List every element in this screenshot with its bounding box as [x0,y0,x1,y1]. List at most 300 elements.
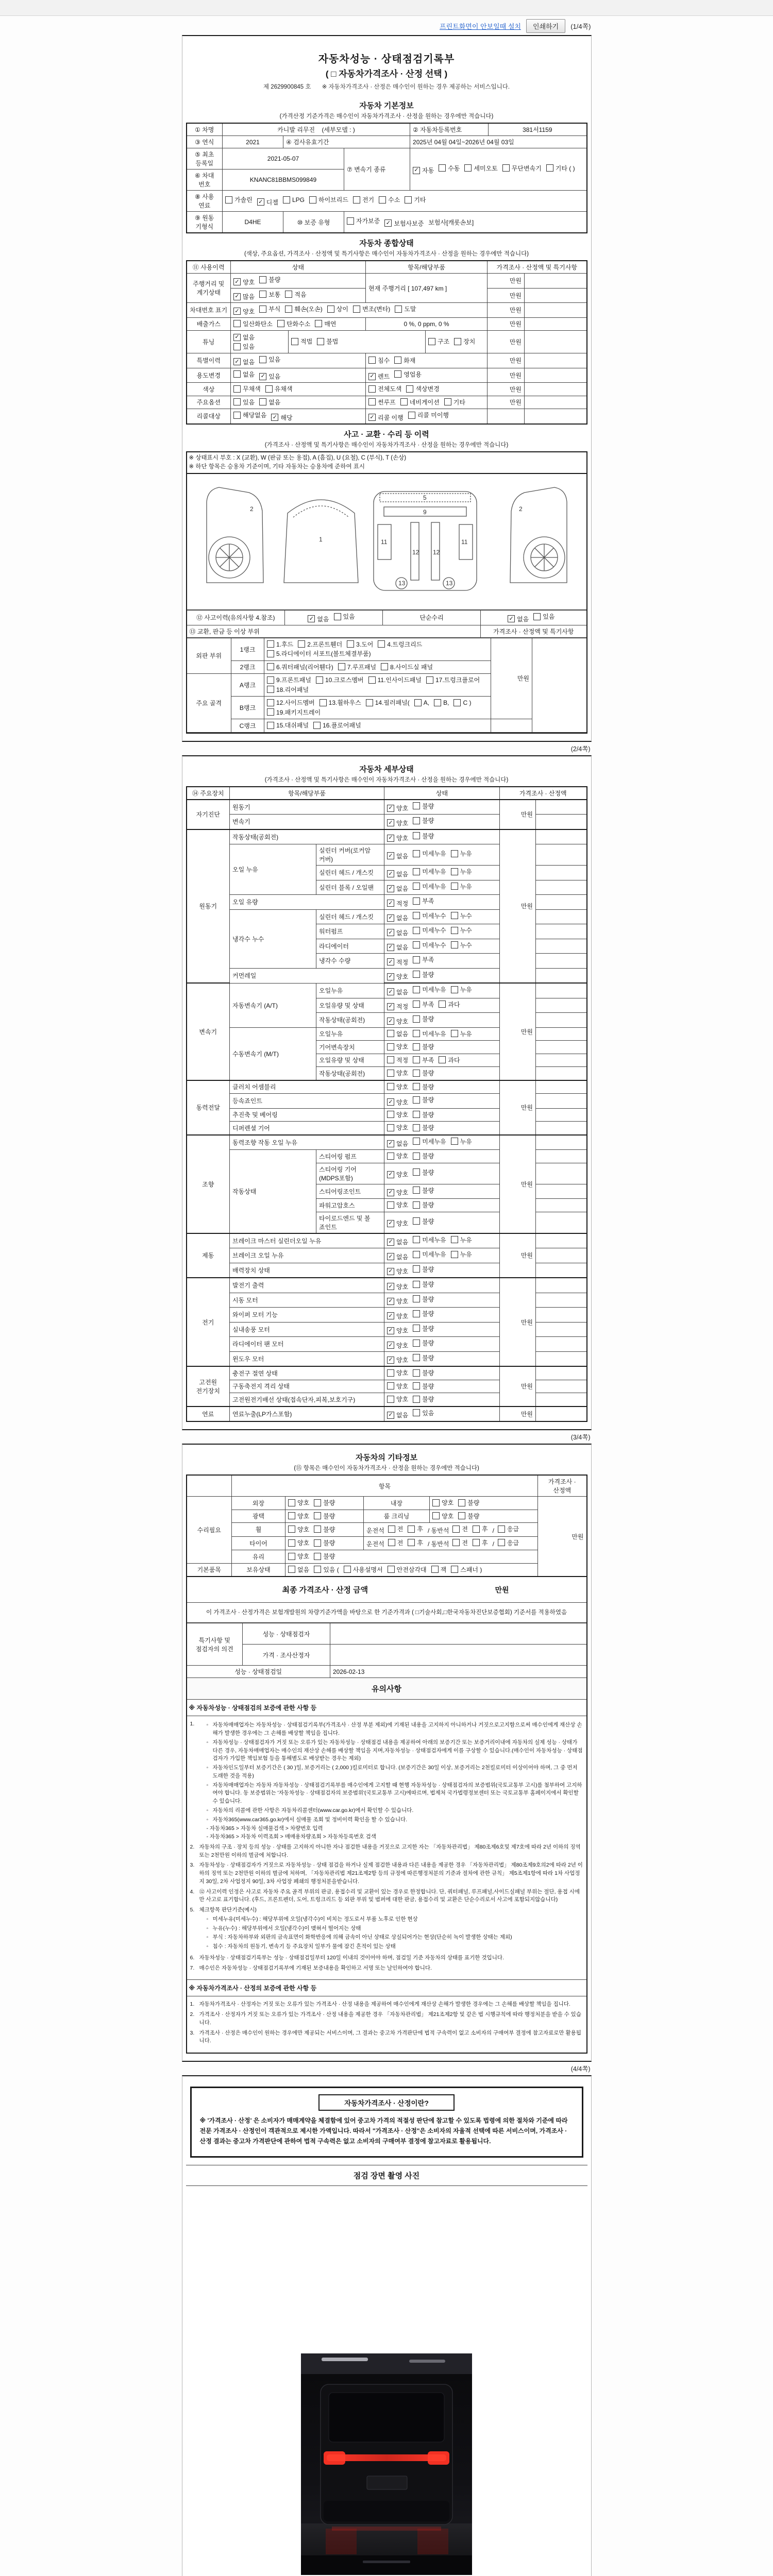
notice-item: 2. 가격조사 · 산정자가 거짓 또는 오류가 있는 가격조사 · 산정 내용을 제공한 경우 「자동차관리법」 제21조제2항 및 같은 법 시행규칙에 따라 행정처분을 받을 수 있습니다. [190,2011,581,2026]
checkbox-icon [431,1566,439,1573]
checkbox-option: ✓ 보험사보증 [384,219,424,228]
checkbox-icon [387,1153,394,1160]
checkbox-option: 전 [452,1538,468,1547]
device-group-label: 연료 [187,1406,230,1422]
checkbox-icon [413,1056,420,1063]
device-subgroup-label: 자동변속기 (A/T) [230,983,316,1027]
svg-text:13: 13 [445,580,452,587]
option-text: / 동반석 [427,1527,449,1534]
checkbox-icon [233,385,241,393]
checkbox-option: 불량 [413,1338,434,1347]
checkbox-option: ✓ 양호 [387,1312,408,1320]
device-state-options [384,1337,500,1352]
checkbox-option: ✓ 없음 [387,913,408,922]
checkbox-icon [259,398,266,405]
checkbox-icon [267,640,274,648]
checkbox-option: 스패너 ) [451,1565,482,1574]
checkbox-icon [283,196,290,204]
device-item-label: 고전원전기배선 상태(접속단자,피복,보호기구) [230,1393,384,1406]
checkbox-option: 적법 [291,337,312,346]
checkbox-icon [368,676,376,684]
checkbox-option: 불량 [413,802,434,810]
checkbox-icon [378,640,385,648]
appraiser-row-label: 가격 · 조사산정자 [243,1645,330,1666]
checkbox-option: 불량 [458,1512,479,1520]
device-state-options [384,866,500,880]
detail-price-cell: 만원 [500,800,536,829]
checkbox-option: 불량 [413,1280,434,1289]
device-item-label: 라디에이터 팬 모터 [230,1337,384,1352]
checkbox-icon [313,722,321,729]
install-print-link[interactable]: 프린트화면이 안보일때 설치 [440,23,521,30]
rank2-label: 2랭크 [231,660,264,674]
checkbox-option: 9.프론트패널 [267,675,311,684]
checkbox-icon [259,356,266,363]
label-engine-type: ⑨ 원동 기형식 [187,212,223,233]
checkbox-option: 불량 [413,970,434,979]
device-item-label: 오일유량 및 상태 [316,1054,384,1067]
checkbox-option: 매연 [315,319,336,328]
checkbox-icon [413,850,420,857]
row-option-label: 주요옵션 [187,396,231,409]
checkbox-option: 누유 [451,985,472,994]
device-item-label: 와이퍼 모터 기능 [230,1308,384,1323]
top-strip [0,0,773,16]
detail-memo-cell [536,968,587,983]
mileage-state-options [231,274,366,289]
checkbox-option: 미세누유 [413,1235,446,1244]
checkbox-option: ✓ 많음 [233,292,255,301]
option-text: 운전석 [366,1527,384,1534]
checkbox-icon [413,941,420,948]
transmission-options [410,148,587,191]
memo-cell [525,317,587,331]
checkbox-option: 양호 [387,1200,408,1209]
option-text: / [492,1527,494,1534]
checkbox-option: 12.사이드멤버 [267,698,315,707]
checkbox-option: 전기 [353,195,374,204]
checkbox-option: 불량 [413,1395,434,1403]
device-state-options [384,829,500,844]
opinion-label: 특기사항 및 점검자의 의견 [187,1623,243,1666]
notice-item: 7. 매수인은 자동차성능 · 상태점검기록부에 기재된 보증내용을 확인하고 서명 또는 날인하여야 합니다. [190,1964,432,1971]
notice-body-1 [187,1716,586,1979]
checkbox-icon [394,370,401,378]
checkbox-option: 미세누유 [413,867,446,876]
checkbox-option: 후 [408,1538,423,1547]
svg-text:5: 5 [423,494,427,501]
detail-memo-cell [536,866,587,880]
device-group-label: 고전원 전기장치 [187,1366,230,1406]
checkbox-icon [458,1512,465,1519]
value-model-year: 2021 [223,136,283,148]
detail-memo-cell [536,1393,587,1406]
checkbox-icon [451,1236,458,1243]
checkbox-option: 불량 [413,1200,434,1209]
notice-item: 1. ◦ 자동차매매업자는 자동차성능 · 상태점검기록부(가격조사 · 산정 부분 제외)에 기재된 내용을 고지하지 아니하거나 거짓으로고지함으로써 매수인에게 재산상 손해가 발생한 경우에는 그 손해를 배상할 책임을 집니다. ◦ 자동차성능 · 상태점검자가 거짓 또는 오류가 있는 자동차성능 · 상태점검 내용을 제공하여 아래의 보증기간 또는 보증거리이내에 자동차의 실제 성능 · 상태가 다른 경우, 자동차매매업자는 매수인의 재산상 손해를 배상할 책임을 지며,자동차성능 · 상태점검자에게 이를 구상할 수 있습니다.(매수인이 자동차성능 · 상태점검자가 가입한 책임보험 등을 통해별도로 배상받는 경우는 제외) ◦ 자동차인도일부터 보증기간은 ( 30 )일, 보증거리는 ( 2,000 )킬로미터로 합니다. (보증기간은 30일 이상, 보증거리는 2천킬로미터 이상이어야 하며, 그 중 먼저 도래한 것을 적용) ◦ 자동차매매업자는 자동차 자동차성능 · 상태점검기록부를 매수인에게 고지할 때 현행 자동차성능 · 상태점검자의 보증범위(국토교통부 고시)를 첨부하여 고지하여야 합니다. 동 보증범위는 '자동차성능 · 상태점검자의 보증범위'(국토교통부 고시)에따르며, 법제처 국가법령정보센터 또는 국토교통부 홈페이지에서 확인할 수 있습니다. ◦ 자동차의 리콜에 관한 사항은 자동차리콜센터(www.car.go.kr)에서 확인할 수 있습니다. ◦ 자동차365(www.car365.go.kr)에서 실매물 조회 및 정비이력 확인을 할 수 있습니다. - 자동차365 > 자동차 실매물검색 > 차량번호 입력 - 자동차365 > 자동차 이력조회 > 매매용차량조회 > 자동차등록번호 검색 [190,1721,583,1840]
checkbox-option: ✓ 양호 [387,804,408,812]
checkbox-option: 불량 [413,1095,434,1104]
device-item-label: 실린더 블록 / 오일팬 [316,880,384,895]
checkbox-checked-icon: ✓ [387,1220,394,1227]
state-mark-legend: ※ 상태표시 부호 : X (교환), W (판금 또는 용접), A (흠집), U (요철), C (부식), T (손상) ※ 하단 항목은 승용차 기준이며, 기타 자동차는 승용차에 준하여 표시 [187,452,586,474]
checkbox-icon [413,1251,420,1258]
checkbox-icon [388,1566,395,1573]
checkbox-option: 전체도색 [368,384,401,393]
detail-header-price: 가격조사 · 산정액 [500,787,587,800]
checkbox-option: 불량 [413,1069,434,1077]
detail-row [187,829,587,844]
checkbox-option: ✓ 양호 [387,1188,408,1197]
checkbox-option: 양호 [288,1512,309,1520]
device-state-options [384,909,500,924]
memo-cell [525,396,587,409]
device-state-options [384,924,500,939]
other-blank-header [187,1475,232,1497]
document-number: 제 2629900845 호 [263,84,311,90]
checkbox-option: 기타 [444,398,465,406]
device-item-label: 변속기 [230,815,384,829]
device-item-label: 타이로드엔드 및 볼 죠인트 [316,1212,384,1233]
checkbox-option: 탄화수소 [277,319,310,328]
simple-repair-label: 단순수리 [383,611,481,625]
inspection-date-value: 2026-02-13 [330,1666,586,1678]
device-subgroup-label: 오일 누유 [230,844,316,895]
document-title: 자동차성능 · 상태점검기록부 [318,54,455,65]
checkbox-option: 영업용 [394,370,422,379]
panel-price-cell: 만원 [491,638,532,719]
checkbox-option: 7.루프패널 [338,663,376,671]
checkbox-icon [451,986,458,993]
row-tuning-label: 튜닝 [187,331,231,353]
value-first-reg: 2021-05-07 [223,148,344,170]
checkbox-option: 누유 [451,882,472,891]
device-item-label: 디퍼렌셜 기어 [230,1122,384,1135]
document-number-line [186,82,587,96]
value-vin: KNANC81BBMS099849 [223,170,344,191]
checkbox-icon [285,291,292,298]
polish-label: 광택 [232,1510,285,1523]
device-state-options [384,895,500,910]
appraiser-row-value [330,1645,586,1666]
checkbox-option: 양호 [387,1123,408,1132]
checkbox-icon [368,398,376,405]
svg-text:13: 13 [398,580,405,587]
tuning-legal-options [289,331,426,353]
checkbox-option: 기타 ( ) [546,164,575,173]
tuning-kind-options [426,331,488,353]
checkbox-checked-icon: ✓ [271,414,278,421]
checkbox-icon [458,1499,465,1506]
device-state-options [384,1027,500,1041]
checkbox-icon [267,708,274,716]
checkbox-icon [267,699,274,706]
final-price-unit: 만원 [495,1585,509,1594]
device-item-label: 스티어링 펌프 [316,1150,384,1163]
page-2 [182,755,592,1431]
device-subgroup-label: 냉각수 누수 [230,909,316,968]
checkbox-checked-icon: ✓ [413,167,420,174]
notice-sub1: ※ 자동차성능 · 상태점검의 보증에 관한 사항 등 [187,1700,586,1716]
device-item-label: 등속죠인트 [230,1094,384,1109]
checkbox-option: ✓ 적정 [387,899,408,908]
checkbox-option: 18.리어패널 [267,685,309,694]
checkbox-icon [464,164,472,172]
checkbox-icon [451,1030,458,1037]
checkbox-icon [413,1187,420,1194]
checkbox-checked-icon: ✓ [387,929,394,936]
checkbox-option: 불량 [413,1186,434,1195]
checkbox-option: 전 [452,1524,468,1533]
device-item-label: 실린더 헤드 / 개스킷 [316,866,384,880]
checkbox-option: 양호 [387,1069,408,1077]
device-item-label: 클러치 어셈블리 [230,1080,384,1094]
page-gap [182,742,592,755]
checkbox-option: 누유 [451,1137,472,1146]
checkbox-option: ✓ 없음 [308,615,329,623]
device-state-options [384,1184,500,1199]
checkbox-icon [454,338,461,345]
checkbox-icon [320,699,327,706]
checkbox-option: 양호 [387,1042,408,1051]
device-state-options [384,1150,500,1163]
checkbox-option: ✓ 양호 [387,1341,408,1350]
device-item-label: 라디에이터 [316,939,384,954]
checkbox-option: 17.트렁크플로어 [426,675,480,684]
checkbox-option: ✓ 있음 [259,372,280,381]
checkbox-icon [233,412,241,419]
device-item-label: 시동 모터 [230,1293,384,1308]
detail-memo-cell [536,1322,587,1337]
checkbox-option: 양호 [387,1151,408,1160]
checkbox-icon [408,412,415,419]
checkbox-option: 불법 [317,337,338,346]
mainoption-options [231,396,366,409]
checkbox-option: 네비게이션 [400,398,440,406]
page-4 [182,2075,592,2576]
checkbox-option: ✓ 없음 [233,358,255,366]
checkbox-option: B, [434,699,449,706]
checkbox-icon [413,1030,420,1037]
checkbox-icon [406,385,413,393]
checkbox-option: 부족 [413,1000,434,1009]
checkbox-option: 불량 [413,1217,434,1226]
device-state-options [384,1135,500,1150]
label-vin: ⑥ 차대 번호 [187,170,223,191]
checkbox-option: 없음 [288,1565,309,1574]
memo-cell [525,353,587,368]
checkbox-icon [413,1236,420,1243]
checkbox-option: 불량 [413,1353,434,1362]
checkbox-icon [316,676,323,684]
checkbox-icon [267,722,274,729]
checkbox-icon [413,1001,420,1008]
checkbox-option: 양호 [288,1525,309,1534]
basic-info-note: (가격산정 기준가격은 매수인이 자동차가격조사 · 산정을 원하는 경우에만 적습니다) [279,113,494,120]
device-state-options [384,1278,500,1293]
basic-items-label: 기본품목 [187,1563,232,1577]
checkbox-icon [395,306,402,313]
checkbox-option: 14.필러패널( [366,698,410,707]
page-1 [182,35,592,742]
overall-header-state: 상태 [231,261,366,274]
checkbox-option: 있음 [233,398,255,406]
checkbox-icon [413,1295,420,1302]
checkbox-option: 6.쿼터패널(리어휀다) [267,663,333,671]
vehicle-diagram-svg [192,477,581,604]
detail-memo-cell [536,1380,587,1393]
checkbox-icon [233,343,241,350]
overall-title: 자동차 종합상태 [359,239,414,248]
checkbox-icon [233,398,241,405]
checkbox-icon [288,1512,295,1519]
checkbox-option: 구조 [428,337,449,346]
checkbox-option: 해당없음 [233,411,266,419]
checkbox-icon [413,1281,420,1288]
price-basis-line: 이 가격조사 · 산정가격은 보험개발원의 차량기준가액을 바탕으로 한 기준가격과 ( □기술사회,□한국자동차진단보증협회) 기준서를 적용하였음 [187,1603,586,1623]
detail-memo-cell [536,1351,587,1366]
page-gap [182,1430,592,1444]
checkbox-icon [451,941,458,948]
checkbox-icon [387,1396,394,1403]
checkbox-option: ✓ 자동 [413,166,434,175]
device-state-options [384,1248,500,1263]
checkbox-icon [413,1201,420,1209]
device-state-options [384,1380,500,1393]
detail-price-cell: 만원 [500,983,536,1080]
checkbox-icon [334,613,341,620]
document-note: ※ 자동차가격조사 · 산정은 매수인이 원하는 경우 제공하는 서비스입니다. [322,84,510,90]
other-header-item: 항목 [232,1475,538,1497]
checkbox-checked-icon: ✓ [387,1283,394,1290]
detail-price-cell: 만원 [500,829,536,984]
checkbox-option: 무단변속기 [502,164,542,173]
notice-item: 1. 자동차가격조사 · 산정자는 거짓 또는 오류가 있는 가격조사 · 산정 내용을 제공하여 매수인에게 재산상 손해가 발생한 경우에는 그 손해를 배상할 책임을 집니다. [190,2001,570,2008]
checkbox-icon [314,1539,321,1547]
checkbox-option: ✓ 양호 [233,278,255,286]
checkbox-icon [413,868,420,875]
label-transmission: ⑦ 변속기 종류 [344,148,410,191]
detail-memo-cell [536,1233,587,1248]
page-marker-2: (2/4쪽) [570,745,591,753]
checkbox-checked-icon: ✓ [387,1140,394,1147]
detail-row [187,800,587,815]
checkbox-checked-icon: ✓ [387,852,394,859]
checkbox-option: 있음 [233,342,285,351]
checkbox-icon [259,276,266,283]
checkbox-checked-icon: ✓ [387,1357,394,1364]
detail-memo-cell [536,1080,587,1094]
checkbox-checked-icon: ✓ [387,1098,394,1106]
notice-item: 4. ⑫ 사고이력 인정은 사고로 자동차 주요 골격 부위의 판금, 용접수리 및 교환이 있는 경우로 한정합니다. 단, 쿼터패널, 루프패널,사이드실패널 부위는 절단, 용접 시에만 사고로 표기합니다. (후드, 프론트펜더, 도어, 트렁크리드 등 외판 부위 및 범퍼에 대한 판금, 용접수리 및 교환은 단순수리로서 사고에 포함되지않습니다) [190,1888,580,1903]
detail-memo-cell [536,1263,587,1278]
checkbox-option: 상이 [327,304,348,313]
checkbox-icon [533,613,541,620]
checkbox-option: ✓ 리콜 이행 [368,413,404,422]
detail-memo-cell [536,1135,587,1150]
usechange-kind-options [366,368,488,383]
checkbox-icon [413,1043,420,1050]
inspection-date-label: 성능 · 상태점검일 [187,1666,330,1678]
detail-memo-cell [536,1278,587,1293]
checkbox-option: A, [414,699,429,706]
checkbox-option: 불량 [413,1265,434,1274]
memo-cell [525,368,587,383]
checkbox-icon [413,897,420,905]
inspection-photo [301,2353,472,2575]
checkbox-icon [347,640,354,648]
checkbox-icon [498,1539,505,1546]
checkbox-icon [498,1526,505,1533]
print-button[interactable]: 인쇄하기 [526,19,565,33]
checkbox-checked-icon: ✓ [508,615,515,622]
device-item-label: 스티어링 기어(MDPS포함) [316,1163,384,1184]
polish-options [285,1510,364,1523]
checkbox-icon [439,1001,446,1008]
checkbox-option: ✓ 양호 [387,1297,408,1306]
device-state-options [384,1041,500,1054]
checkbox-option: 양호 [387,1110,408,1119]
checkbox-checked-icon: ✓ [387,1171,394,1178]
detail-memo-cell [536,1013,587,1028]
checkbox-option: 적음 [285,290,306,299]
checkbox-option: 미세누유 [413,882,446,891]
checkbox-icon [344,1566,351,1573]
checkbox-option: 불량 [413,1110,434,1119]
checkbox-option: ✓ 없음 [387,1139,408,1148]
detail-memo-cell [536,1308,587,1323]
detail-memo-cell [536,1108,587,1122]
other-info-table [186,1475,587,1577]
checkbox-icon [267,663,274,670]
checkbox-icon [288,1566,295,1573]
other-header-price: 가격조사 · 산정액 [538,1475,587,1497]
detail-table [186,786,587,1422]
device-state-options [384,1263,500,1278]
price-cell: 만원 [488,331,525,353]
checkbox-option: 양호 [432,1498,453,1507]
checkbox-option: ✓ 양호 [387,1326,408,1335]
panel-memo-cell [532,638,586,732]
detail-note: (가격조사 · 산정액 및 특기사항은 매수인이 자동차가격조사 · 산정을 원하는 경우에만 적습니다) [264,776,509,783]
memo-cell [525,303,587,318]
page-marker-3: (3/4쪽) [570,1434,591,1441]
checkbox-option: 과다 [439,1056,460,1064]
rankB-options [264,697,491,719]
checkbox-option: 누유 [451,1029,472,1038]
checkbox-icon [434,699,441,706]
checkbox-icon [327,306,334,313]
checkbox-icon [288,1553,295,1560]
checkbox-option: 자가보증 [347,216,380,225]
checkbox-option: ✓ 없음 [387,1238,408,1246]
device-state-options [384,1322,500,1337]
checkbox-icon [277,320,284,327]
detail-memo-cell [536,1293,587,1308]
device-group-label: 제동 [187,1233,230,1278]
checkbox-option: 미세누유 [413,1137,446,1146]
checkbox-icon [314,1499,321,1506]
checkbox-option: 누유 [451,1250,472,1259]
notice-item: 2. 자동차의 구조 · 장치 등의 성능 · 상태를 고지하지 아니한 자나 점검한 내용을 거짓으로 고지한 자는 「자동차관리법」 제80조제6호및 제7호에 따라 2년 이하의 징역 또는 2천만원 이하의 벌금에 처합니다. [190,1843,581,1858]
checkbox-icon [413,971,420,978]
device-group-label: 자기진단 [187,800,230,829]
checkbox-checked-icon: ✓ [387,900,394,907]
overall-header-item: 항목/해당부품 [366,261,488,274]
checkbox-icon [413,1083,420,1090]
checkbox-option: 양호 [387,1368,408,1377]
checkbox-icon [285,306,292,313]
